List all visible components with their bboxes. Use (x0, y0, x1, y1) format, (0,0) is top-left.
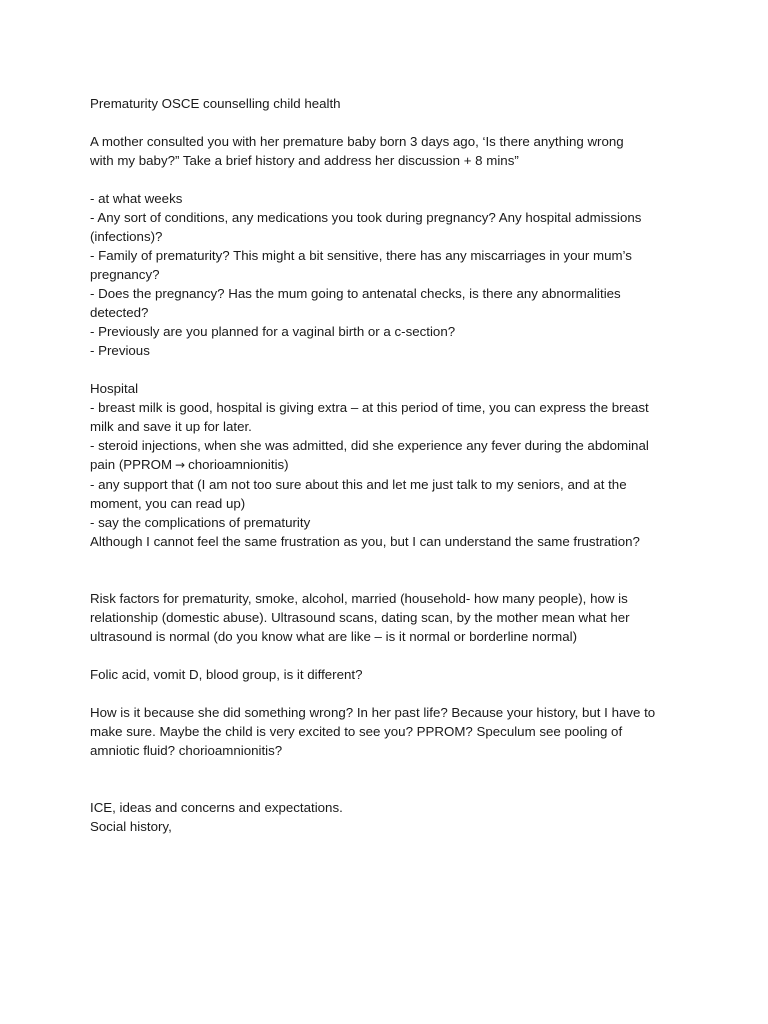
right-arrow-icon: → (175, 458, 186, 472)
history-point: - Any sort of conditions, any medications you took during pregnancy? Any hospital admissions (90, 210, 642, 225)
pprom-prefix: pain (PPROM (90, 457, 173, 472)
risk-factors-line: Risk factors for prematurity, smoke, alcohol, married (household- how many people), how is (90, 591, 628, 606)
history-point: detected? (90, 305, 149, 320)
social-history-line: Social history, (90, 819, 172, 834)
hospital-line: - any support that (I am not too sure about this and let me just talk to my seniors, and at the (90, 477, 627, 492)
question-line: How is it because she did something wrong? In her past life? Because your history, but I have to (90, 705, 656, 720)
folic-line: Folic acid, vomit D, blood group, is it different? (90, 667, 363, 682)
history-point: pregnancy? (90, 267, 160, 282)
risk-factors-line: ultrasound is normal (do you know what are like – is it normal or borderline normal) (90, 629, 578, 644)
pprom-line (90, 455, 710, 475)
hospital-line: moment, you can read up) (90, 496, 246, 511)
hospital-line: - say the complications of prematurity (90, 515, 311, 530)
pprom-suffix: chorioamnionitis) (188, 457, 289, 472)
question-line: amniotic fluid? chorioamnionitis? (90, 743, 283, 758)
question-line: make sure. Maybe the child is very excited to see you? PPROM? Speculum see pooling of (90, 724, 623, 739)
risk-factors-line: relationship (domestic abuse). Ultrasound scans, dating scan, by the mother mean what her (90, 610, 630, 625)
hospital-line: - breast milk is good, hospital is giving extra – at this period of time, you can express the breast (90, 400, 649, 415)
document-title: Prematurity OSCE counselling child health (90, 96, 341, 111)
history-point: - Family of prematurity? This might a bit sensitive, there has any miscarriages in your mum’s (90, 248, 632, 263)
history-point: - Previously are you planned for a vaginal birth or a c-section? (90, 324, 456, 339)
ice-line: ICE, ideas and concerns and expectations. (90, 800, 343, 815)
document-body (90, 94, 710, 836)
hospital-heading: Hospital (90, 381, 139, 396)
history-point: - Does the pregnancy? Has the mum going to antenatal checks, is there any abnormalities (90, 286, 621, 301)
intro-line: A mother consulted you with her premature baby born 3 days ago, ‘Is there anything wrong (90, 134, 624, 149)
hospital-line: milk and save it up for later. (90, 419, 252, 434)
history-point: - at what weeks (90, 191, 183, 206)
intro-line: with my baby?” Take a brief history and address her discussion + 8 mins” (90, 153, 519, 168)
hospital-line: Although I cannot feel the same frustration as you, but I can understand the same frustration? (90, 534, 640, 549)
history-point: (infections)? (90, 229, 163, 244)
hospital-line: - steroid injections, when she was admitted, did she experience any fever during the abdominal (90, 438, 649, 453)
history-point: - Previous (90, 343, 150, 358)
